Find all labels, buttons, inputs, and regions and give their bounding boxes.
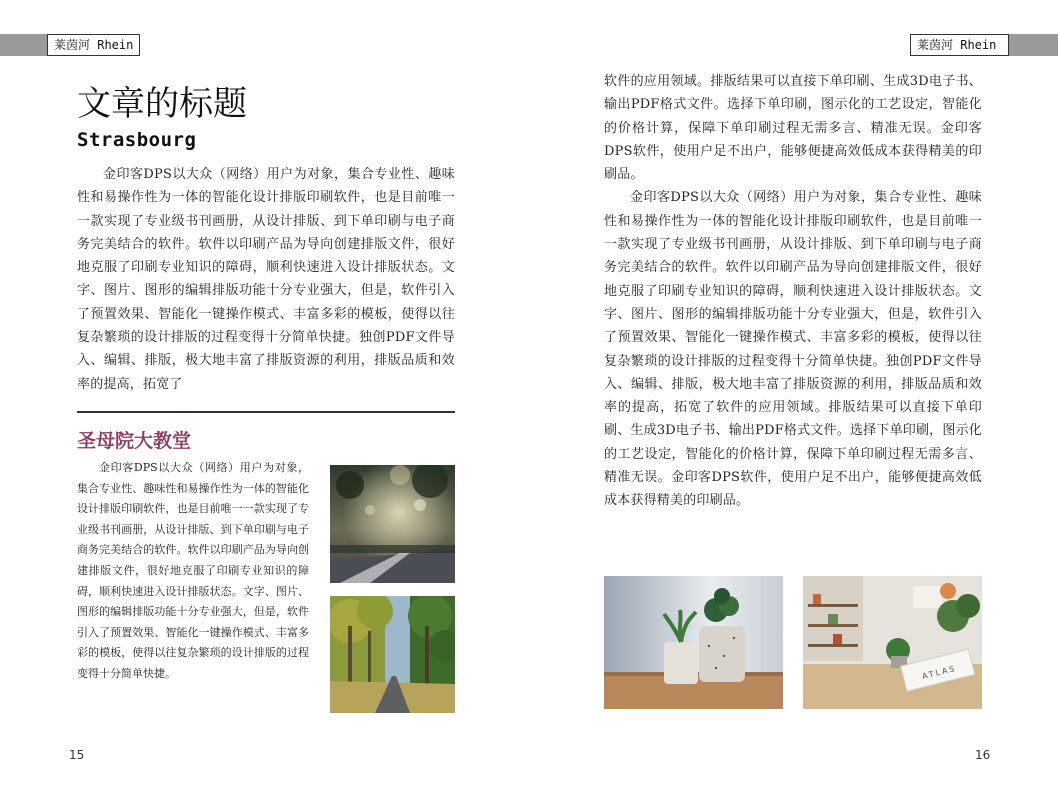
section-divider — [77, 411, 455, 413]
potted-plants-image — [604, 576, 783, 709]
book-cover-text: ATLAS — [921, 663, 958, 682]
cafe-shelf-image — [803, 576, 982, 709]
left-body-column — [77, 163, 455, 396]
tree-avenue-photo — [330, 596, 455, 713]
article-subtitle: Strasbourg — [77, 129, 197, 151]
section-body-paragraph: 金印客DPS以大众（网络）用户为对象，集合专业性、趣味性和易操作性为一体的智能化设计排版印刷软件，也是目前唯一一款实现了专业级书刊画册，从设计排版、到下单印刷与电子商务完美结合的软件。软件以印刷产品为导向创建排版文件，很好地克服了印刷专业知识的障碍，顺利快速进入设计排版状态。文字、图片、图形的编辑排版功能十分专业强大，但是，软件引入了预置效果、智能化一键操作模式、丰富多彩的模板，使得以往复杂繁琐的设计排版的过程变得十分简单快捷。 — [77, 461, 309, 680]
running-header-right: 莱茵河 Rhein — [910, 34, 1009, 56]
page-number-left: 15 — [69, 748, 85, 762]
article-title: 文章的标题 — [77, 84, 247, 124]
right-continuation-paragraph: 软件的应用领域。排版结果可以直接下单印刷、生成3D电子书、输出PDF格式文件。选择下单印刷，图示化的工艺设定，智能化的价格计算，保障下单印刷过程无需多言、精准无误。金印客DPS软件，使用户足不出户，能够便捷高效低成本获得精美的印刷品。 — [604, 74, 982, 183]
running-header-left: 莱茵河 Rhein — [47, 34, 140, 56]
road-bokeh-image — [330, 465, 455, 583]
potted-plants-photo — [604, 576, 783, 709]
right-body-paragraph: 金印客DPS以大众（网络）用户为对象，集合专业性、趣味性和易操作性为一体的智能化设计排版印刷软件，也是目前唯一一款实现了专业级书刊画册，从设计排版、到下单印刷与电子商务完美结合的软件。软件以印刷产品为导向创建排版文件，很好地克服了印刷专业知识的障碍，顺利快速进入设计排版状态。文字、图片、图形的编辑排版功能十分专业强大，但是，软件引入了预置效果、智能化一键操作模式、丰富多彩的模板，使得以往复杂繁琐的设计排版的过程变得十分简单快捷。独创PDF文件导入、编辑、排版，极大地丰富了排版资源的利用，排版品质和效率的提高，拓宽了软件的应用领域。排版结果可以直接下单印刷、生成3D电子书、输出PDF格式文件。选择下单印刷，图示化的工艺设定，智能化的价格计算，保障下单印刷过程无需多言、精准无误。金印客DPS软件，使用户足不出户，能够便捷高效低成本获得精美的印刷品。 — [604, 190, 982, 509]
section-body-column — [77, 458, 309, 685]
road-bokeh-photo — [330, 465, 455, 583]
section-title: 圣母院大教堂 — [77, 430, 192, 452]
page-number-right: 16 — [975, 748, 991, 762]
cafe-shelf-photo — [803, 576, 982, 709]
tree-avenue-image — [330, 596, 455, 713]
right-body-column — [604, 70, 982, 513]
left-body-paragraph: 金印客DPS以大众（网络）用户为对象，集合专业性、趣味性和易操作性为一体的智能化设计排版印刷软件，也是目前唯一一款实现了专业级书刊画册，从设计排版、到下单印刷与电子商务完美结合的软件。软件以印刷产品为导向创建排版文件，很好地克服了印刷专业知识的障碍，顺利快速进入设计排版状态。文字、图片、图形的编辑排版功能十分专业强大，但是，软件引入了预置效果、智能化一键操作模式、丰富多彩的模板，使得以往复杂繁琐的设计排版的过程变得十分简单快捷。独创PDF文件导入、编辑、排版，极大地丰富了排版资源的利用，排版品质和效率的提高，拓宽了 — [77, 167, 455, 392]
